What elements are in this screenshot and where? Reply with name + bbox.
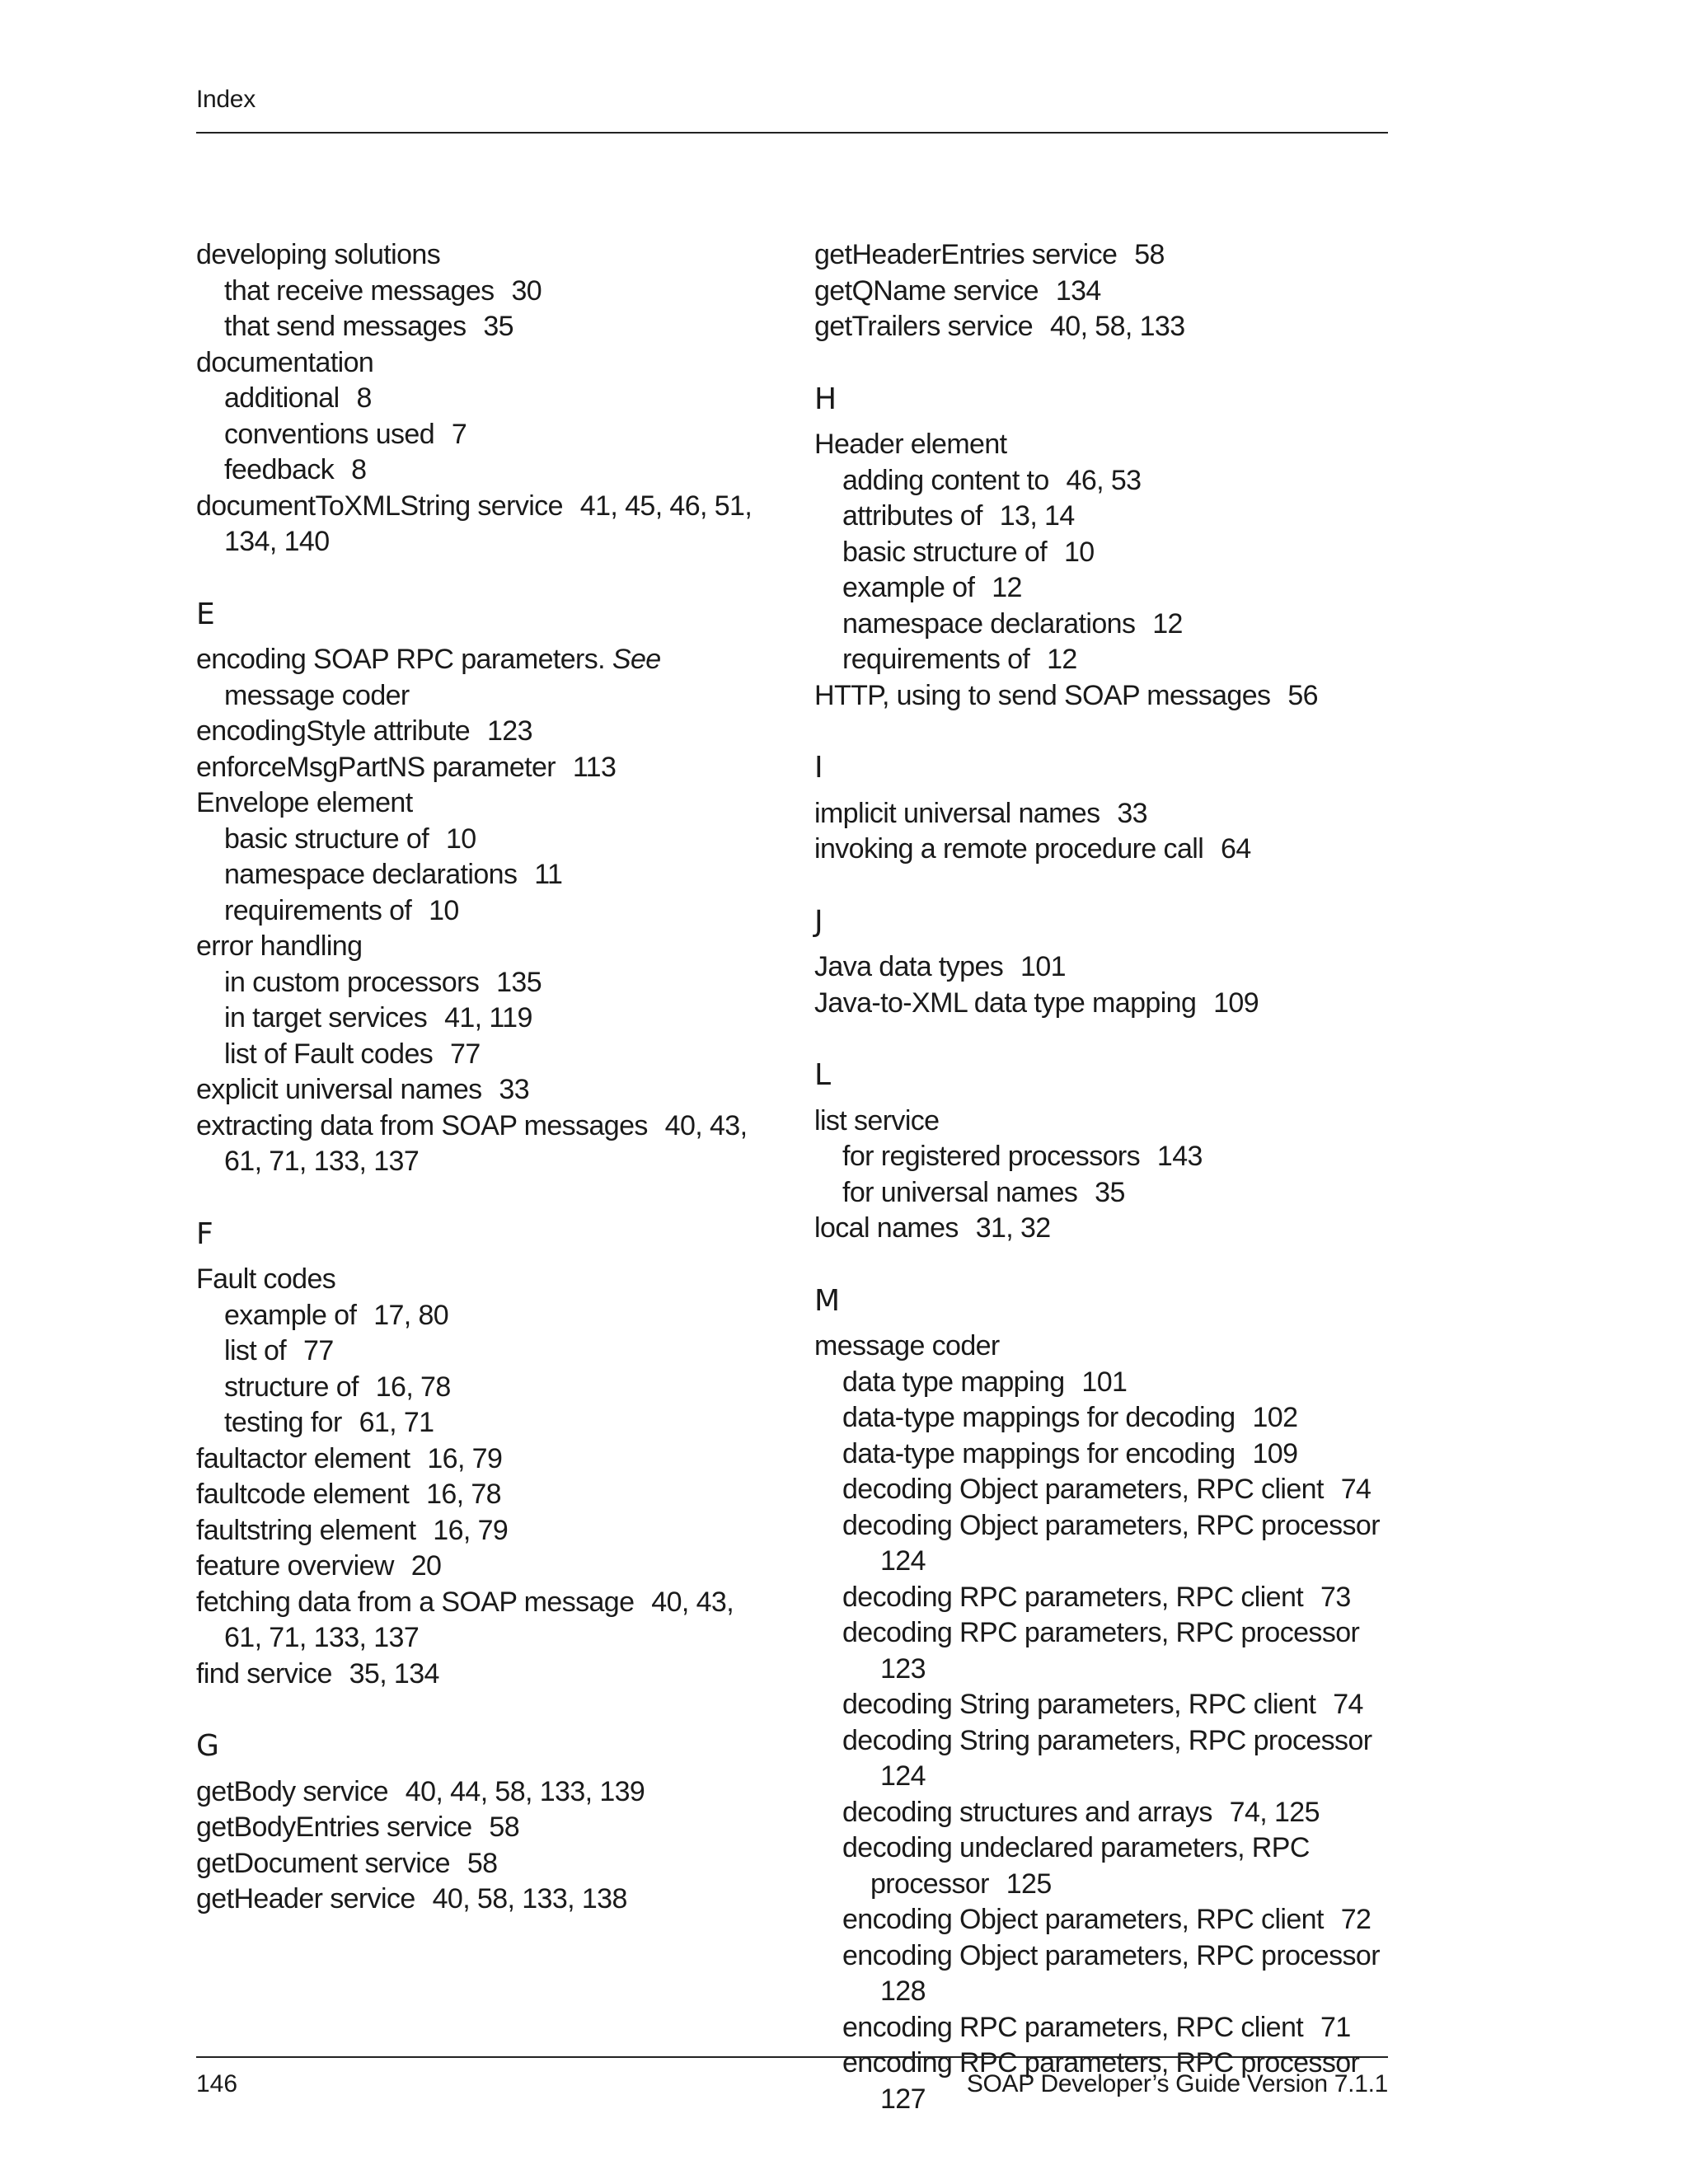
entry-term: decoding structures and arrays bbox=[842, 1796, 1212, 1828]
section-letter: G bbox=[196, 1729, 219, 1763]
entry-term: getTrailers service bbox=[814, 311, 1034, 342]
index-subentry bbox=[814, 642, 1391, 678]
index-subentry bbox=[814, 1400, 1391, 1436]
index-subentry bbox=[196, 381, 773, 417]
index-entry bbox=[196, 1657, 773, 1693]
page-refs: 16, 78 bbox=[426, 1479, 501, 1510]
index-subentry bbox=[196, 1298, 773, 1334]
entry-term: requirements of bbox=[224, 894, 412, 926]
index-entry bbox=[196, 642, 773, 714]
page-refs: 10 bbox=[429, 894, 459, 926]
entry-term: data-type mappings for encoding bbox=[842, 1437, 1236, 1469]
index-entry bbox=[814, 678, 1391, 715]
index-subentry bbox=[814, 570, 1391, 607]
entry-term: HTTP, using to send SOAP messages bbox=[814, 679, 1271, 711]
entry-term: encoding Object parameters, RPC client bbox=[842, 1904, 1324, 1935]
index-group bbox=[196, 1216, 773, 1693]
entry-term: documentation bbox=[196, 346, 374, 378]
page-refs: 134 bbox=[1055, 274, 1101, 307]
index-entry bbox=[814, 427, 1391, 463]
page-refs: 128 bbox=[880, 1975, 926, 2007]
entry-term: testing for bbox=[224, 1407, 342, 1438]
index-subentry bbox=[196, 309, 773, 345]
section-letter: L bbox=[814, 1058, 832, 1092]
index-entry bbox=[814, 274, 1391, 310]
entry-term: faultcode element bbox=[196, 1479, 410, 1510]
section-letter: F bbox=[196, 1216, 213, 1251]
page-refs: 40, 58, 133 bbox=[1049, 311, 1185, 342]
entry-term: decoding RPC parameters, RPC client bbox=[842, 1581, 1304, 1613]
index-subentry bbox=[196, 822, 773, 858]
index-subentry bbox=[814, 1830, 1391, 1902]
page-refs: 123 bbox=[880, 1652, 926, 1685]
entry-term: explicit universal names bbox=[196, 1074, 482, 1105]
entry-term: encodingStyle attribute bbox=[196, 715, 471, 747]
entry-term: list service bbox=[814, 1104, 940, 1137]
page-refs: 77 bbox=[303, 1335, 334, 1366]
entry-term: getQName service bbox=[814, 274, 1039, 307]
entry-term: namespace declarations bbox=[224, 859, 518, 890]
entry-term: additional bbox=[224, 382, 340, 414]
header-rule bbox=[196, 132, 1388, 134]
page-refs: 72 bbox=[1340, 1904, 1372, 1935]
index-entry bbox=[196, 1441, 773, 1478]
page-refs: 74 bbox=[1333, 1689, 1363, 1720]
entry-term: fetching data from a SOAP message bbox=[196, 1586, 635, 1618]
index-subentry bbox=[814, 1938, 1391, 2010]
entry-term: getHeader service bbox=[196, 1883, 415, 1915]
page-refs: 41, 45, 46, 51, 134, 140 bbox=[224, 490, 753, 557]
entry-term: getDocument service bbox=[196, 1847, 450, 1879]
entry-term: feedback bbox=[224, 454, 335, 485]
entry-term: faultactor element bbox=[196, 1442, 410, 1474]
index-entry bbox=[196, 1072, 773, 1108]
index-subentry bbox=[814, 1723, 1391, 1795]
page-refs: 113 bbox=[572, 751, 617, 783]
page-refs: 109 bbox=[1252, 1437, 1298, 1469]
index-subentry bbox=[196, 965, 773, 1001]
entry-term: data-type mappings for decoding bbox=[842, 1402, 1236, 1433]
entry-term: message coder bbox=[814, 1330, 1000, 1361]
page-refs: 123 bbox=[486, 715, 532, 747]
book-title: SOAP Developer’s Guide Version 7.1.1 bbox=[966, 2070, 1388, 2097]
entry-term: getBodyEntries service bbox=[196, 1811, 472, 1843]
entry-term: Envelope element bbox=[196, 787, 413, 818]
index-group bbox=[814, 382, 1391, 715]
index-group bbox=[196, 597, 773, 1180]
entry-term: in target services bbox=[224, 1002, 428, 1033]
entry-term: namespace declarations bbox=[842, 607, 1136, 640]
section-letter: H bbox=[814, 382, 837, 416]
page-refs: 74, 125 bbox=[1229, 1796, 1320, 1828]
page-refs: 40, 44, 58, 133, 139 bbox=[405, 1775, 645, 1807]
index-entry bbox=[196, 785, 773, 822]
entry-term: encoding RPC parameters, RPC processor bbox=[842, 2047, 1360, 2079]
page-refs: 12 bbox=[1152, 607, 1183, 640]
footer-rule bbox=[196, 2056, 1388, 2058]
index-subentry bbox=[196, 274, 773, 310]
index-subentry bbox=[814, 1580, 1391, 1616]
entry-term: Java-to-XML data type mapping bbox=[814, 987, 1197, 1019]
page-refs: 73 bbox=[1320, 1581, 1351, 1613]
index-entry bbox=[814, 796, 1391, 832]
index-group bbox=[196, 237, 773, 560]
entry-term: conventions used bbox=[224, 418, 435, 450]
page-refs: 35 bbox=[483, 311, 513, 342]
entry-term: faultstring element bbox=[196, 1514, 416, 1546]
page-refs: 74 bbox=[1340, 1474, 1372, 1505]
index-entry bbox=[196, 929, 773, 965]
index-entry bbox=[814, 949, 1391, 986]
page-refs: 58 bbox=[489, 1811, 520, 1843]
index-entry bbox=[196, 714, 773, 750]
index-entry bbox=[196, 750, 773, 786]
index-entry bbox=[814, 309, 1391, 345]
index-group bbox=[814, 750, 1391, 868]
index-entry bbox=[196, 1513, 773, 1549]
index-subentry bbox=[196, 1405, 773, 1441]
index-subentry bbox=[814, 1139, 1391, 1175]
entry-term: attributes of bbox=[842, 500, 982, 532]
index-subentry bbox=[196, 1370, 773, 1406]
index-subentry bbox=[814, 1365, 1391, 1401]
index-subentry bbox=[196, 1037, 773, 1073]
page-refs: 12 bbox=[1047, 644, 1077, 675]
page-refs: 61, 71 bbox=[359, 1407, 434, 1438]
index-entry bbox=[814, 1211, 1391, 1247]
page-refs: 33 bbox=[499, 1074, 530, 1105]
entry-term: error handling bbox=[196, 930, 363, 962]
index-entry bbox=[196, 1810, 773, 1846]
page-refs: 35, 134 bbox=[349, 1657, 439, 1690]
entry-term: basic structure of bbox=[224, 823, 429, 855]
index-entry bbox=[196, 237, 773, 274]
index-entry bbox=[196, 1549, 773, 1585]
page-refs: 16, 78 bbox=[375, 1371, 451, 1403]
section-letter: E bbox=[196, 597, 215, 631]
index-subentry bbox=[196, 452, 773, 489]
index-entry bbox=[196, 1477, 773, 1513]
entry-term: in custom processors bbox=[224, 966, 480, 998]
index-entry bbox=[196, 1882, 773, 1918]
index-subentry bbox=[814, 499, 1391, 535]
index-subentry bbox=[814, 1795, 1391, 1831]
section-letter: I bbox=[814, 751, 823, 785]
page-refs: 40, 43, 61, 71, 133, 137 bbox=[224, 1109, 748, 1177]
page-refs: 7 bbox=[451, 418, 467, 450]
index-entry bbox=[196, 489, 773, 560]
page-refs: 8 bbox=[356, 382, 372, 414]
entry-term: adding content to bbox=[842, 464, 1049, 496]
entry-term: developing solutions bbox=[196, 239, 441, 270]
entry-term: getHeaderEntries service bbox=[814, 239, 1118, 270]
index-entry bbox=[196, 1774, 773, 1811]
index-subentry bbox=[196, 1333, 773, 1370]
see-reference: See bbox=[612, 644, 661, 675]
page-refs: 17, 80 bbox=[373, 1299, 449, 1331]
entry-term: for universal names bbox=[842, 1176, 1078, 1208]
page-refs: 40, 43, 61, 71, 133, 137 bbox=[224, 1586, 734, 1653]
entry-term: Header element bbox=[814, 429, 1007, 460]
index-entry bbox=[814, 832, 1391, 868]
page-refs: 8 bbox=[351, 454, 367, 485]
page-refs: 35 bbox=[1095, 1176, 1125, 1208]
page-refs: 135 bbox=[496, 966, 542, 998]
index-subentry bbox=[196, 1001, 773, 1037]
index-subentry bbox=[814, 1472, 1391, 1508]
index-group bbox=[814, 237, 1391, 345]
entry-term: decoding String parameters, RPC client bbox=[842, 1689, 1316, 1720]
page-refs: 77 bbox=[450, 1038, 481, 1070]
entry-term: invoking a remote procedure call bbox=[814, 833, 1204, 865]
page-refs: 10 bbox=[445, 823, 476, 855]
section-letter: M bbox=[814, 1283, 841, 1318]
index-entry bbox=[196, 1108, 773, 1180]
entry-term: for registered processors bbox=[842, 1141, 1141, 1172]
entry-term: encoding Object parameters, RPC processor bbox=[842, 1939, 1380, 1971]
page-refs: 71 bbox=[1320, 2011, 1351, 2043]
index-subentry bbox=[196, 417, 773, 453]
entry-term: list of bbox=[224, 1335, 287, 1366]
index-subentry bbox=[814, 1436, 1391, 1473]
entry-term: that send messages bbox=[224, 311, 467, 342]
entry-term: Java data types bbox=[814, 951, 1004, 982]
entry-term: feature overview bbox=[196, 1550, 394, 1582]
page-refs: 102 bbox=[1252, 1402, 1298, 1433]
entry-term: decoding Object parameters, RPC client bbox=[842, 1474, 1324, 1505]
index-group bbox=[814, 1057, 1391, 1247]
entry-term: decoding RPC parameters, RPC processor bbox=[842, 1617, 1360, 1648]
page-refs: 41, 119 bbox=[444, 1002, 532, 1033]
entry-term: find service bbox=[196, 1657, 332, 1690]
page-refs: 40, 58, 133, 138 bbox=[432, 1883, 627, 1915]
index-entry bbox=[196, 1846, 773, 1882]
page-refs: 20 bbox=[410, 1550, 442, 1582]
index-subentry bbox=[814, 607, 1391, 643]
index-entry bbox=[196, 1262, 773, 1298]
page-refs: 30 bbox=[511, 274, 542, 307]
entry-term: enforceMsgPartNS parameter bbox=[196, 751, 556, 783]
index-subentry bbox=[196, 857, 773, 893]
index-entry bbox=[196, 1585, 773, 1657]
index-subentry bbox=[814, 1687, 1391, 1723]
page-refs: 101 bbox=[1020, 951, 1066, 982]
entry-term: Fault codes bbox=[196, 1263, 336, 1295]
page-refs: 124 bbox=[880, 1760, 926, 1792]
page-refs: 12 bbox=[992, 572, 1022, 603]
index-column-left bbox=[196, 237, 773, 1918]
entry-term: implicit universal names bbox=[814, 797, 1100, 829]
page-refs: 127 bbox=[880, 2083, 926, 2115]
page-refs: 46, 53 bbox=[1066, 464, 1142, 496]
index-subentry bbox=[814, 1902, 1391, 1938]
page-refs: 124 bbox=[880, 1545, 926, 1577]
index-group bbox=[196, 1728, 773, 1918]
running-head: Index bbox=[196, 86, 256, 113]
entry-term: encoding RPC parameters, RPC client bbox=[842, 2011, 1304, 2043]
section-letter: J bbox=[814, 904, 823, 939]
index-column-right bbox=[814, 237, 1391, 2117]
entry-term: data type mapping bbox=[842, 1366, 1065, 1398]
index-group bbox=[814, 1283, 1391, 2118]
index-subentry bbox=[814, 535, 1391, 571]
entry-term: basic structure of bbox=[842, 536, 1048, 568]
entry-term: structure of bbox=[224, 1371, 359, 1403]
page-refs: 109 bbox=[1213, 987, 1259, 1019]
see-target: message coder bbox=[224, 679, 410, 711]
page-refs: 31, 32 bbox=[975, 1212, 1051, 1244]
page-refs: 10 bbox=[1063, 536, 1095, 568]
index-entry bbox=[814, 1104, 1391, 1140]
page-refs: 33 bbox=[1117, 797, 1147, 829]
page-refs: 125 bbox=[1006, 1868, 1052, 1900]
page-refs: 16, 79 bbox=[433, 1514, 509, 1546]
page-refs: 58 bbox=[1134, 239, 1165, 270]
entry-term: requirements of bbox=[842, 644, 1030, 675]
entry-term: list of Fault codes bbox=[224, 1038, 434, 1070]
entry-term: getBody service bbox=[196, 1775, 388, 1807]
index-subentry bbox=[814, 1175, 1391, 1212]
entry-term: that receive messages bbox=[224, 274, 495, 307]
index-subentry bbox=[814, 463, 1391, 499]
entry-term: documentToXMLString service bbox=[196, 490, 563, 522]
index-entry bbox=[814, 1329, 1391, 1365]
entry-term: encoding SOAP RPC parameters. bbox=[196, 644, 606, 675]
page-refs: 58 bbox=[467, 1847, 498, 1879]
entry-term: decoding Object parameters, RPC processor bbox=[842, 1509, 1380, 1541]
entry-term: local names bbox=[814, 1212, 959, 1244]
index-subentry bbox=[814, 1615, 1391, 1687]
entry-term: extracting data from SOAP messages bbox=[196, 1109, 648, 1141]
index-entry bbox=[814, 237, 1391, 274]
index-subentry bbox=[814, 1508, 1391, 1580]
entry-term: example of bbox=[224, 1299, 357, 1331]
page-refs: 13, 14 bbox=[999, 500, 1075, 532]
page-refs: 64 bbox=[1221, 833, 1251, 865]
page-refs: 56 bbox=[1287, 679, 1318, 711]
entry-term: decoding undeclared parameters, RPC processor bbox=[842, 1832, 1310, 1900]
index-subentry bbox=[814, 2010, 1391, 2046]
index-entry bbox=[814, 986, 1391, 1022]
entry-term: example of bbox=[842, 572, 975, 603]
entry-term: decoding String parameters, RPC processor bbox=[842, 1724, 1372, 1756]
page-refs: 11 bbox=[534, 859, 563, 890]
index-entry bbox=[196, 345, 773, 382]
page-refs: 16, 79 bbox=[427, 1442, 503, 1474]
page-refs: 101 bbox=[1081, 1366, 1128, 1398]
index-group bbox=[814, 904, 1391, 1022]
page-refs: 143 bbox=[1156, 1141, 1203, 1172]
index-subentry bbox=[196, 893, 773, 930]
page-number: 146 bbox=[196, 2070, 238, 2097]
